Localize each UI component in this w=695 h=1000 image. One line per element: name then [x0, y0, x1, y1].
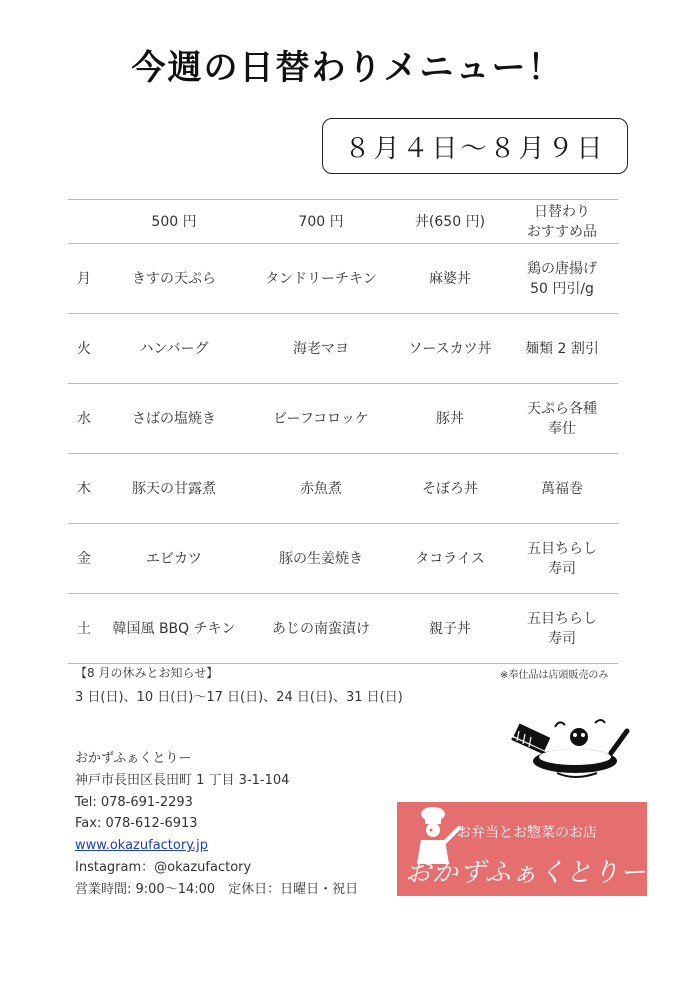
- cell-700: ビーフコロッケ: [248, 384, 394, 454]
- cell-recommend: 萬福巻: [506, 454, 618, 524]
- cell-day: 木: [68, 454, 100, 524]
- cell-500: さばの塩焼き: [100, 384, 248, 454]
- cell-700: あじの南蛮漬け: [248, 594, 394, 664]
- cell-500: 韓国風 BBQ チキン: [100, 594, 248, 664]
- cell-recommend: 五目ちらし 寿司: [506, 594, 618, 664]
- table-row: [68, 454, 618, 524]
- page-title: 今週の日替わりメニュー！: [131, 48, 564, 88]
- header-day: [68, 200, 100, 244]
- table-row: [68, 314, 618, 384]
- cell-500: ハンバーグ: [100, 314, 248, 384]
- cell-500: きすの天ぷら: [100, 244, 248, 314]
- shop-fax: Fax: 078-612-6913: [75, 816, 198, 832]
- cell-recommend: 麺類 2 割引: [506, 314, 618, 384]
- cell-day: 月: [68, 244, 100, 314]
- table-row: [68, 594, 618, 664]
- cell-700: 海老マヨ: [248, 314, 394, 384]
- cell-don: 豚丼: [394, 384, 506, 454]
- notice-heading: 【8 月の休みとお知らせ】: [75, 666, 219, 680]
- cell-don: ソースカツ丼: [394, 314, 506, 384]
- shop-name: おかずふぁくとりー: [75, 751, 192, 766]
- cell-day: 水: [68, 384, 100, 454]
- cell-don: そぼろ丼: [394, 454, 506, 524]
- header-don: 丼(650 円): [394, 200, 506, 244]
- banner-subtitle: お弁当とお惣菜のお店: [457, 825, 597, 841]
- header-700: 700 円: [248, 200, 394, 244]
- weekly-menu-table: [68, 199, 618, 664]
- table-row: [68, 524, 618, 594]
- cell-don: 麻婆丼: [394, 244, 506, 314]
- table-header-row: [68, 200, 618, 244]
- cell-500: 豚天の甘露煮: [100, 454, 248, 524]
- cell-700: タンドリーチキン: [248, 244, 394, 314]
- shop-info: [75, 748, 358, 901]
- cell-day: 土: [68, 594, 100, 664]
- cell-don: 親子丼: [394, 594, 506, 664]
- shop-website-link[interactable]: www.okazufactory.jp: [75, 838, 209, 854]
- cell-700: 豚の生姜焼き: [248, 524, 394, 594]
- notice-note: ※奉仕品は店頭販売のみ: [500, 670, 609, 681]
- shop-logo-banner: [397, 802, 647, 896]
- holiday-list: 3 日(日)、10 日(日)〜17 日(日)、24 日(日)、31 日(日): [75, 690, 403, 705]
- date-range-box: ８月４日〜８月９日: [322, 118, 628, 174]
- header-500: 500 円: [100, 200, 248, 244]
- cell-700: 赤魚煮: [248, 454, 394, 524]
- shop-hours: 営業時間: 9:00〜14:00 定休日：日曜日・祝日: [75, 881, 359, 897]
- shop-tel: Tel: 078-691-2293: [75, 794, 193, 810]
- table-row: [68, 244, 618, 314]
- cell-500: エビカツ: [100, 524, 248, 594]
- cell-don: タコライス: [394, 524, 506, 594]
- shop-instagram: Instagram：@okazufactory: [75, 859, 252, 875]
- cell-recommend: 五目ちらし 寿司: [506, 524, 618, 594]
- cell-recommend: 天ぷら各種 奉仕: [506, 384, 618, 454]
- header-recommend: 日替わり おすすめ品: [506, 200, 618, 244]
- cell-day: 火: [68, 314, 100, 384]
- shop-address: 神戸市長田区長田町 1 丁目 3-1-104: [75, 772, 290, 788]
- table-row: [68, 384, 618, 454]
- banner-logo-text: おかずふぁくとりー: [405, 858, 647, 888]
- cell-day: 金: [68, 524, 100, 594]
- frying-pan-icon: [505, 715, 630, 785]
- cell-recommend: 鶏の唐揚げ 50 円引/g: [506, 244, 618, 314]
